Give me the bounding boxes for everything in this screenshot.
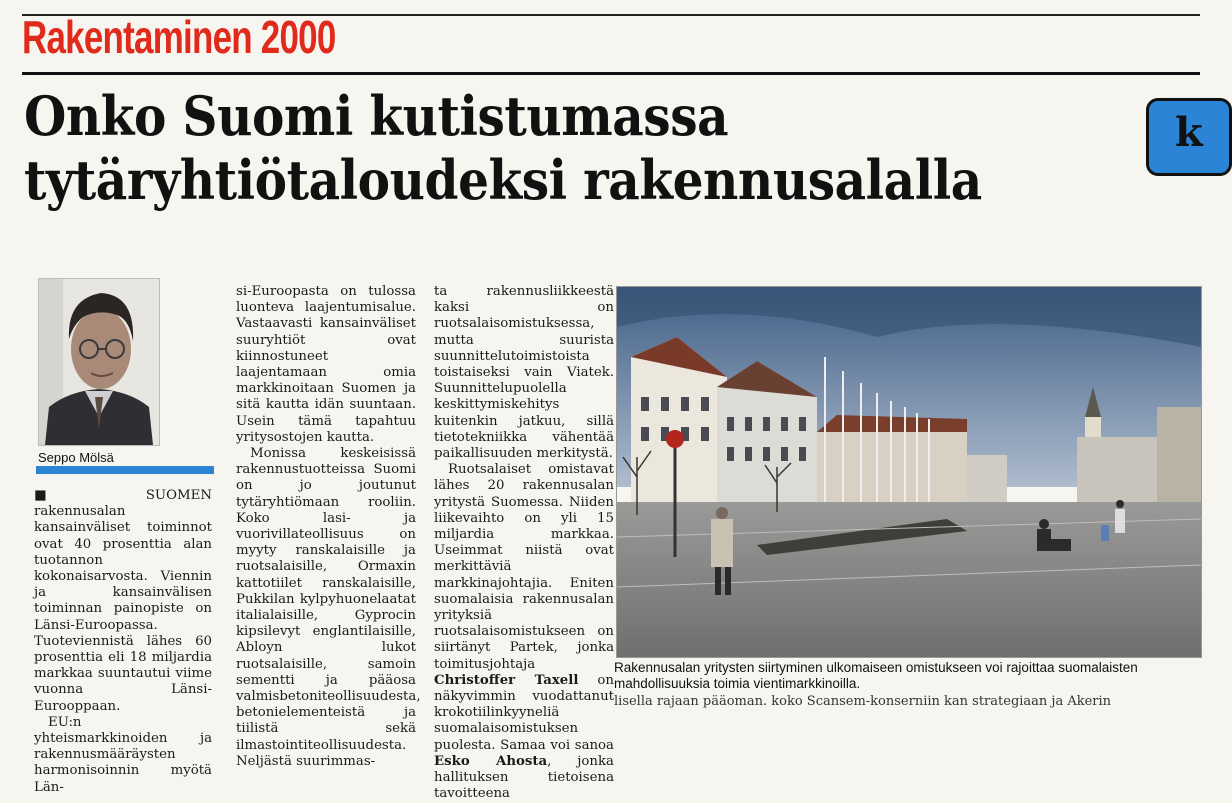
author-byline: Seppo Mölsä xyxy=(38,450,114,465)
byline-accent-bar xyxy=(36,466,214,474)
column-2-paragraph-1: si-Euroopasta on tulossa luonteva laajentumisalue. Vastaavasti kansainväliset suuryhtiöt ovat kiinnostuneet laajentamaan omia markkinoitaan Suomen ja sitä kautta idän suuntaan. Usein tämä tapahtuu yritysostojen kautta. xyxy=(236,284,416,445)
town-square-photo xyxy=(616,286,1202,658)
portrait-image xyxy=(39,279,159,445)
article-headline xyxy=(24,84,982,212)
article-column-2 xyxy=(236,284,421,769)
person-name: Esko Ahosta xyxy=(434,753,548,769)
column-2-paragraph-2: Monissa keskeisissä rakennustuotteissa Suomi on jo joutunut tytäryhtiömaan rooliin. Koko lasi- ja vuorivillateollisuus on myyty ranskalaisille ja ruotsalaisille, Ormaxin kattotiilet ranskalaisille, Pukkilan kylpyhuonelaatat italialaisille, Gyprocin kipsilevyt englantilaisille, Abloyn lukot ruotsalaisille, samoin sementti ja pääosa valmisbetoniteollisuudesta, betonielementeistä ja tiilistä sekä ilmastointiteollisuudesta. Neljästä suurimmas- xyxy=(236,446,421,769)
side-tab-letter: k xyxy=(1175,109,1203,156)
photo-image xyxy=(617,287,1201,657)
next-article-text-fragment: lisella rajaan pääoman. koko Scansem-konserniin kan strategiaan ja Akerin xyxy=(614,694,1112,709)
column-1-paragraph-1: ■ SUOMEN rakennusalan kansainväliset toiminnot ovat 40 prosenttia alan tuotannon kokonaisarvosta. Viennin ja kansainvälisen toiminnan painopiste on Länsi-Euroopassa. Tuoteviennistä lähes 60 prosenttia eli 18 miljardia markkaa suuntautui viime vuonna Länsi-Eurooppaan. xyxy=(34,488,212,714)
section-rule xyxy=(22,72,1200,75)
column-3-paragraph-2: Ruotsalaiset omistavat lähes 20 rakennusalan yritystä Suomessa. Niiden liikevaihto on yli 15 miljardia markkaa. Useimmat niistä ovat merkittäviä markkinajohtajia. Eniten suomalaisia rakennusalan yrityksiä ruotsalaisomistukseen on siirtänyt Partek, jonka toimitusjohtaja Christoffer Taxell on näkyvimmin vuodattanut krokotiilinkyyneliä suomalaisomistuksen puolesta. Samaa voi sanoa Esko Ahosta, jonka hallituksen tietoisena tavoitteena xyxy=(434,462,614,802)
photo-caption: Rakennusalan yritysten siirtyminen ulkomaiseen omistukseen voi rajoittaa suomalaisten mahdollisuuksia toimia vientimarkkinoilla. xyxy=(614,660,1138,691)
article-column-1 xyxy=(34,488,212,795)
author-portrait xyxy=(38,278,160,446)
person-name: Christoffer Taxell xyxy=(434,672,579,688)
article-column-3 xyxy=(434,284,614,802)
headline-line-2: tytäryhtiötaloudeksi rakennusalalla xyxy=(24,148,982,212)
lead-in: ■ SUOMEN xyxy=(34,488,212,503)
column-1-paragraph-2: EU:n yhteismarkkinoiden ja rakennusmääräysten harmonisoinnin myötä Län- xyxy=(34,714,212,795)
column-3-paragraph-1: ta rakennusliikkeestä kaksi on ruotsalaisomistuksessa, mutta suurista suunnittelutoimistoista toistaiseksi vain Viatek. Suunnittelupuolella keskittymiskehitys kuitenkin jatkuu, sillä tietotekniikka vähentää paikallisuuden merkitystä. xyxy=(434,284,614,462)
headline-line-1: Onko Suomi kutistumassa xyxy=(24,84,729,148)
section-label: Rakentaminen 2000 xyxy=(22,11,336,63)
side-tab xyxy=(1146,98,1232,176)
